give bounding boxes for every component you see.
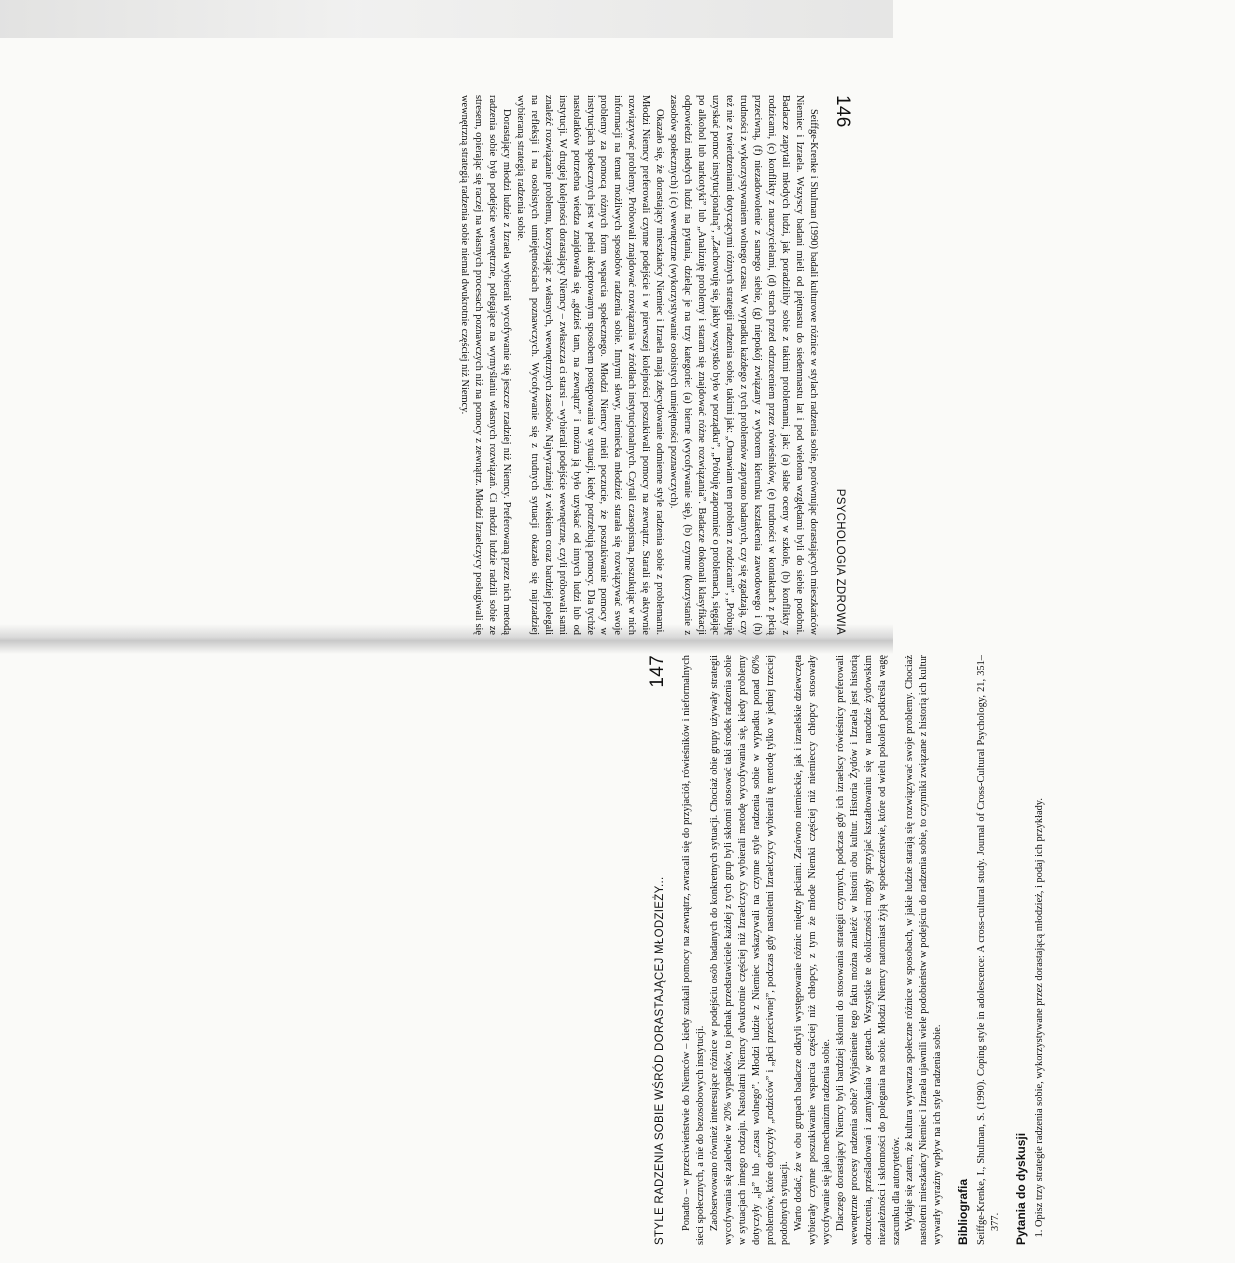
bibliography-heading: Bibliografia (956, 1178, 971, 1245)
questions-list (1033, 655, 1047, 1245)
page-number: 147 (647, 655, 668, 688)
paragraph: Wydaje się zatem, że kultura wytwarza społeczne różnice w sposobach, w jakie ludzie starają się rozwiązywać swoje problemy. Chociaż nastoletni mieszkańcy Niemiec i Izraela ujawnili wiele podobieństw w podejściu do radzenia sobie, to czynniki związane z historią ich kultur wywarły wyraźny wpływ na ich style radzenia sobie. (904, 655, 944, 1245)
questions-heading: Pytania do dyskusji (1014, 1132, 1029, 1245)
paragraph: Seiffge-Krenke i Shulman (1990) badali kulturowe różnice w stylach radzenia sobie, porównując dorastających mieszkańców Niemiec i Izraela. Wszyscy badani mieli od piętnastu do siedemnastu lat i pod wieloma względami byli do siebie podobni. Badacze zapytali młodych ludzi, jak poradziliby sobie z takimi problemami, jak: (a) słabe oceny w szkole, (b) konflikty z rodzicami, (c) konflikty z nauczycielami, (d) strach przed odrzuceniem przez rówieśników, (e) trudności w kontaktach z płcią przeciwną, (f) niezadowolenie z samego siebie, (g) niepokój związany z wyborem kierunku kształcenia zawodowego i (h) trudności z wykorzystywaniem wolnego czasu. W wypadku każdego z tych problemów zapytano badanych, czy się zgadzają, czy też nie z twierdzeniami dotyczącymi różnych strategii radzenia sobie, takimi jak: „Omawiam ten problem z rodzicami”, „Próbuję uzyskać pomoc instytucjonalną”, „Zachowuję się, jakby wszystko było w porządku”, „Próbuję zapomnieć o problemach, sięgając po alkohol lub narkotyki” lub „Analizuję problemy i staram się znajdować różne rozwiązania”. Badacze dokonali klasyfikacji odpowiedzi młodych ludzi na pytania, dzieląc je na trzy kategorie: (a) bierne (wycofywanie się), (b) czynne (korzystanie z zasobów społecznych) i (c) wewnętrzne (wykorzystywanie osobistych umiejętności poznawczych). (668, 95, 819, 635)
page-number: 146 (832, 95, 853, 128)
page-147 (645, 655, 1235, 1245)
paragraph: Dlaczego dorastający Niemcy byli bardziej skłonni do stosowania strategii czynnych, podczas gdy ich izraelscy rówieśnicy preferowali wewnętrzne procesy radzenia sobie? Wyjaśnienie tego faktu można znaleźć w historii obu kultur. Historia Żydów i Izraela jest historią odrzucenia, prześladowań i zamykania w gettach. Wszystkie te okoliczności mogły sprzyjać kształtowaniu się w narodzie żydowskim niezależności i skłonności do polegania na sobie. Młodzi Niemcy natomiast żyją w społeczeństwie, które od wielu pokoleń podkreśla wagę szacunku dla autorytetów. (834, 655, 902, 1245)
paragraph: Dorastający młodzi ludzie z Izraela wybierali wycofywanie się jeszcze rzadziej niż Niemcy. Preferowaną przez nich metodą radzenia sobie było podejście wewnętrzne, polegające na wymyślaniu własnych rozwiązań. Ci młodzi ludzie radzili sobie ze stresem, opierając się raczej na własnych procesach poznawczych niż na pomocy z zewnątrz. Młodzi Izraelczycy posługiwali się wewnętrzną strategią radzenia sobie niemal dwukrotnie częściej niż Niemcy. (459, 95, 512, 635)
page-header: PSYCHOLOGIA ZDROWIA (834, 488, 846, 635)
paragraph: Warto dodać, że w obu grupach badacze odkryli występowanie różnic między płciami. Zarówno niemieckie, jak i izraelskie dziewczęta wybierały czynne poszukiwanie wsparcia częściej niż chłopcy, z tym że młode Niemki częściej niż niemieccy chłopcy stosowały wycofywanie się jako mechanizm radzenia sobie. (792, 655, 832, 1245)
page-147-running-head (645, 655, 670, 1245)
paragraph: Zaobserwowano również interesujące różnice w podejściu osób badanych do konkretnych sytuacji. Chociaż obie grupy używały strategii wycofywania się zaledwie w 20% wypadków, to jednak przedstawiciele każdej z tych grup byli skłonni stosować taki środek radzenia sobie w sytuacjach innego rodzaju. Nastolatni Niemcy dwukrotnie częściej niż Izraelczycy wybierali metodę wycofywania się, kiedy problemy dotyczyły „ja” lub „czasu wolnego”. Młodzi ludzie z Niemiec wskazywali na czynne style radzenia sobie w wypadku ponad 60% problemów, które dotyczyły „rodziców” i „płci przeciwnej”, podczas gdy nastoletni Izraelczycy wybierali tę metodę tylko w jednej trzeciej podobnych sytuacji. (709, 655, 791, 1245)
page-146-content (95, 95, 855, 635)
page-146-running-head (830, 95, 855, 635)
page-147-content (645, 655, 1046, 1245)
page-header: STYLE RADZENIA SOBIE WŚRÓD DORASTAJĄCEJ MŁODZIEŻY... (654, 876, 666, 1245)
paragraph: Okazało się, że dorastający mieszkańcy Niemiec i Izraela mają zdecydowanie odmienne style radzenia sobie z problemami. Młodzi Niemcy preferowali czynne podejście i w pierwszej kolejności poszukiwali pomocy na zewnątrz. Starali się aktywnie rozwiązywać problemy. Próbowali znajdować rozwiązania w źródłach instytucjonalnych. Czytali czasopisma, poszukując w nich informacji na temat możliwych sposobów radzenia sobie. Innymi słowy, niemiecka młodzież starała się rozwiązywać swoje problemy za pomocą różnych form wsparcia społecznego. Młodzi Niemcy mieli poczucie, że poszukiwanie pomocy w instytucjach społecznych jest w pełni akceptowanym sposobem postępowania w sytuacji, kiedy potrzebują pomocy. Dla tychże nastolatków potrzebna wiedza znajdowała się „gdzieś tam, na zewnątrz” i można ją było uzyskać od innych ludzi lub od instytucji. W drugiej kolejności dorastający Niemcy – zwłaszcza ci starsi – wybierali podejście wewnętrzne, czyli próbowali sami znaleźć rozwiązanie problemu, korzystając z własnych, wewnętrznych zasobów. Najwyraźniej z wiekiem coraz bardziej polegali na refleksji i na osobistych umiejętnościach poznawczych. Wycofywanie się z trudnych sytuacji okazało się najrzadziej wybieraną strategią radzenia sobie. (514, 95, 666, 635)
question-item: 1. Opisz trzy strategie radzenia sobie, wykorzystywane przez dorastającą młodzież, i podaj ich przykłady. (1033, 655, 1047, 1227)
paragraph: Ponadto – w przeciwieństwie do Niemców – kiedy szukali pomocy na zewnątrz, zwracali się do przyjaciół, rówieśników i nieformalnych sieci społecznych, a nie do bezosobowych instytucji. (681, 655, 707, 1245)
scan-edge-top (0, 0, 893, 38)
bibliography-entry: Seiffge-Krenke, I., Shulman, S. (1990). Coping style in adolescence: A cross-cultural study. Journal of Cross-Cultural Psychology, 21, 351–377. (976, 655, 1002, 1245)
